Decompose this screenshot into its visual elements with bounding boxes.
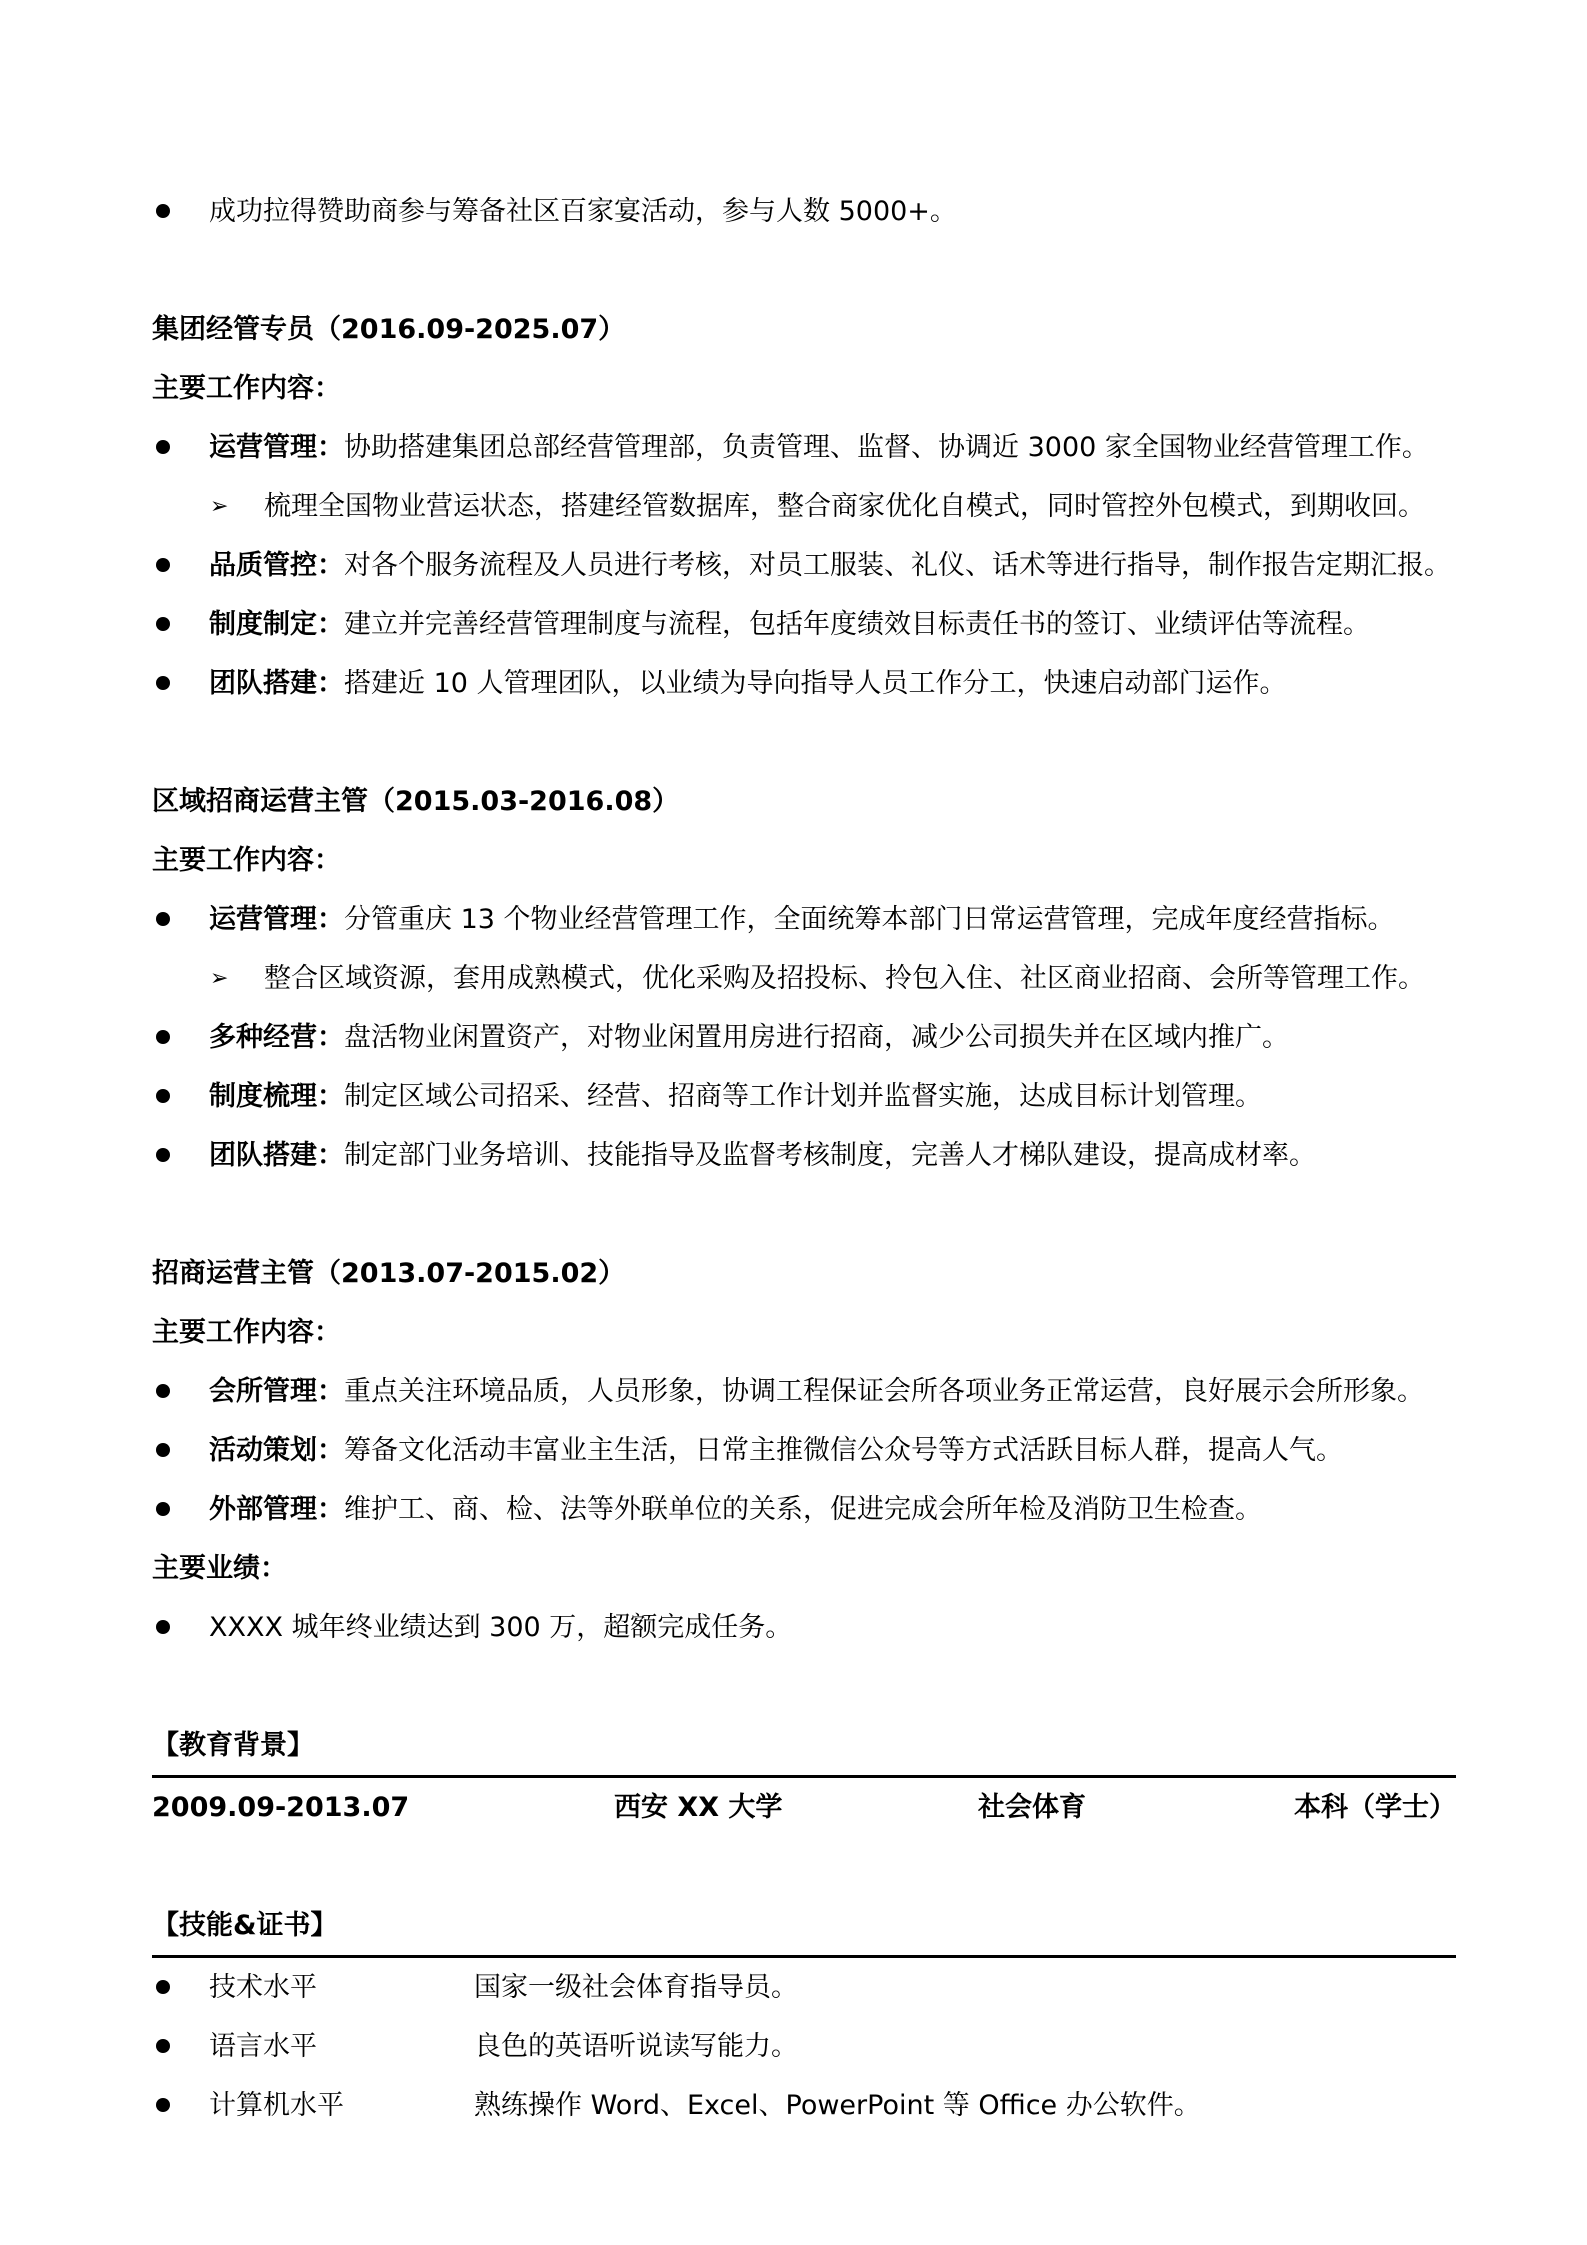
duty-item: 多种经营：盘活物业闲置资产，对物业闲置用房进行招商，减少公司损失并在区域内推广。 [152, 1008, 1456, 1067]
job-title: 招商运营主管（2013.07-2015.02） [152, 1258, 626, 1289]
achievement-item: 成功拉得赞助商参与筹备社区百家宴活动，参与人数 5000+。 [152, 182, 1456, 241]
bullet-icon [156, 1620, 170, 1634]
bullet-icon [156, 617, 170, 631]
bullet-icon [156, 912, 170, 926]
duty-item: 运营管理：协助搭建集团总部经营管理部，负责管理、监督、协调近 3000 家全国物业经营管理工作。 [152, 418, 1456, 477]
skill-item: 语言水平 良色的英语听说读写能力。 [152, 2017, 1456, 2076]
duty-subitem: ➢ 整合区域资源，套用成熟模式，优化采购及招投标、拎包入住、社区商业招商、会所等管理工作。 [152, 949, 1456, 1008]
bullet-icon [156, 1089, 170, 1103]
duties-label: 主要工作内容： [152, 845, 341, 876]
resume-content [152, 182, 1456, 2135]
bullet-icon [156, 2098, 170, 2112]
job-title: 集团经管专员（2016.09-2025.07） [152, 314, 626, 345]
duty-item: 运营管理：分管重庆 13 个物业经营管理工作，全面统筹本部门日常运营管理，完成年度经营指标。 [152, 890, 1456, 949]
duty-subitem: ➢ 梳理全国物业营运状态，搭建经管数据库，整合商家优化自模式，同时管控外包模式，到期收回。 [152, 477, 1456, 536]
education-row [152, 1778, 1456, 1837]
education-school: 西安 XX 大学 [614, 1792, 783, 1823]
duty-item: 团队搭建：制定部门业务培训、技能指导及监督考核制度，完善人才梯队建设，提高成材率。 [152, 1126, 1456, 1185]
education-period: 2009.09-2013.07 [152, 1792, 410, 1823]
duty-item: 制度制定：建立并完善经营管理制度与流程，包括年度绩效目标责任书的签订、业绩评估等流程。 [152, 595, 1456, 654]
duties-label: 主要工作内容： [152, 373, 341, 404]
duty-item: 活动策划：筹备文化活动丰富业主生活，日常主推微信公众号等方式活跃目标人群，提高人气。 [152, 1421, 1456, 1480]
duty-item: 会所管理：重点关注环境品质，人员形象，协调工程保证会所各项业务正常运营，良好展示会所形象。 [152, 1362, 1456, 1421]
bullet-icon [156, 1502, 170, 1516]
education-degree: 本科（学士） [1294, 1792, 1456, 1823]
results-label: 主要业绩： [152, 1553, 287, 1584]
bullet-icon [156, 1384, 170, 1398]
duties-label: 主要工作内容： [152, 1317, 341, 1348]
duty-item: 制度梳理：制定区域公司招采、经营、招商等工作计划并监督实施，达成目标计划管理。 [152, 1067, 1456, 1126]
skill-item: 计算机水平 熟练操作 Word、Excel、PowerPoint 等 Office 办公软件。 [152, 2076, 1456, 2135]
result-item: XXXX 城年终业绩达到 300 万，超额完成任务。 [152, 1598, 1456, 1657]
bullet-icon [156, 1030, 170, 1044]
bullet-icon [156, 558, 170, 572]
arrow-bullet-icon: ➢ [210, 494, 229, 519]
bullet-icon [156, 1980, 170, 1994]
education-heading: 【教育背景】 [152, 1716, 1456, 1778]
bullet-icon [156, 676, 170, 690]
bullet-icon [156, 1148, 170, 1162]
job-title: 区域招商运营主管（2015.03-2016.08） [152, 786, 680, 817]
duty-item: 外部管理：维护工、商、检、法等外联单位的关系，促进完成会所年检及消防卫生检查。 [152, 1480, 1456, 1539]
duty-item: 品质管控：对各个服务流程及人员进行考核，对员工服装、礼仪、话术等进行指导，制作报告定期汇报。 [152, 536, 1456, 595]
bullet-icon [156, 2039, 170, 2053]
skills-heading: 【技能&证书】 [152, 1896, 1456, 1958]
skill-item: 技术水平 国家一级社会体育指导员。 [152, 1958, 1456, 2017]
bullet-icon [156, 204, 170, 218]
bullet-icon [156, 440, 170, 454]
duty-item: 团队搭建：搭建近 10 人管理团队，以业绩为导向指导人员工作分工，快速启动部门运作。 [152, 654, 1456, 713]
arrow-bullet-icon: ➢ [210, 966, 229, 991]
education-major: 社会体育 [978, 1792, 1086, 1823]
bullet-icon [156, 1443, 170, 1457]
